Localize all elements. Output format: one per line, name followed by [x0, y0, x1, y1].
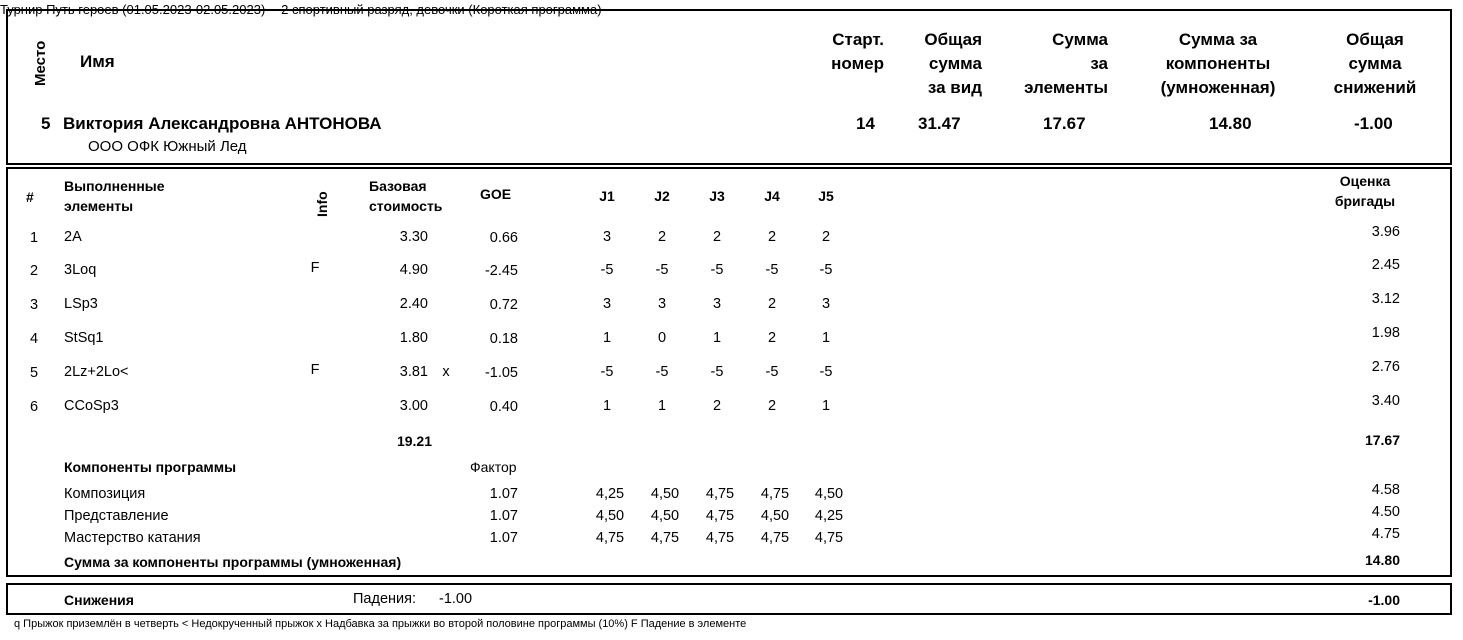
component-judge-score: 4,50	[814, 486, 844, 502]
judge-4-header: J4	[764, 188, 780, 204]
component-name: Мастерство катания	[64, 530, 201, 546]
component-score: 4.50	[1371, 504, 1400, 520]
element-judge-score: -5	[819, 364, 833, 380]
component-judge-score: 4,75	[595, 530, 625, 546]
component-name: Представление	[64, 508, 169, 524]
element-judge-score: 2	[657, 229, 667, 245]
components-header: Компоненты программы	[64, 459, 237, 475]
element-base-value: 3.00	[399, 398, 428, 414]
element-number: 1	[30, 230, 39, 246]
element-info: F	[310, 362, 320, 378]
element-base-value: 3.81	[399, 364, 428, 380]
element-name: 2Lz+2Lo<	[64, 364, 129, 380]
element-goe: -1.05	[484, 365, 518, 381]
element-number: 4	[30, 331, 39, 347]
element-judge-score: 2	[767, 330, 777, 346]
goe-header: GOE	[480, 186, 512, 202]
info-header: Info	[314, 191, 330, 217]
element-judge-score: -5	[765, 364, 779, 380]
element-judge-score: 0	[657, 330, 667, 346]
legend: q Прыжок приземлён в четверть < Недокрученный прыжок x Надбавка за прыжки во второй половине программы (10%) F Падение в элементе	[14, 618, 747, 630]
element-judge-score: 2	[767, 296, 777, 312]
element-panel-score: 3.96	[1371, 224, 1400, 240]
judge-3-header: J3	[709, 188, 725, 204]
element-name: StSq1	[64, 330, 104, 346]
page-title: Турнир Путь героев (01.05.2023-02.05.2023) -- 2 спортивный разряд, девочки (Короткая программа)	[0, 2, 602, 17]
element-number: 2	[30, 263, 39, 279]
element-judge-score: 1	[821, 398, 831, 414]
element-name: LSp3	[64, 296, 98, 312]
component-judge-score: 4,75	[760, 530, 790, 546]
element-name: 2A	[64, 229, 82, 245]
element-number: 6	[30, 399, 39, 415]
components-total-score: 14.80	[1364, 552, 1400, 568]
deductions-total: -1.00	[1368, 592, 1400, 608]
element-judge-score: 2	[821, 229, 831, 245]
element-judge-score: 3	[602, 229, 612, 245]
element-info: F	[310, 260, 320, 276]
element-base-value: 1.80	[399, 330, 428, 346]
elements-score-total: 17.67	[1364, 432, 1400, 448]
components-total-label: Сумма за компоненты программы (умноженная)	[64, 554, 402, 570]
element-judge-score: 1	[602, 398, 612, 414]
component-judge-score: 4,75	[705, 530, 735, 546]
component-factor: 1.07	[489, 486, 518, 502]
elements-score-header: Сумма за элементы	[1024, 30, 1108, 97]
judge-2-header: J2	[654, 188, 670, 204]
element-number: 3	[30, 297, 39, 313]
deductions-header: Общая сумма снижений	[1333, 30, 1417, 97]
component-judge-score: 4,75	[760, 486, 790, 502]
element-number-header: #	[26, 189, 34, 205]
element-judge-score: -5	[655, 262, 669, 278]
element-judge-score: 1	[657, 398, 667, 414]
element-judge-score: 2	[712, 229, 722, 245]
element-bonus-mark: x	[442, 364, 450, 380]
falls-value: -1.00	[439, 591, 473, 607]
element-judge-score: 2	[712, 398, 722, 414]
element-judge-score: -5	[765, 262, 779, 278]
element-judge-score: 3	[657, 296, 667, 312]
skater-start-number: 14	[856, 114, 875, 133]
element-panel-score: 2.45	[1371, 257, 1400, 273]
element-judge-score: -5	[655, 364, 669, 380]
component-judge-score: 4,75	[705, 486, 735, 502]
panel-score-header: Оценка бригады	[1334, 173, 1396, 209]
component-judge-score: 4,75	[650, 530, 680, 546]
element-number: 5	[30, 365, 39, 381]
deductions-box	[6, 583, 1452, 615]
component-judge-score: 4,75	[705, 508, 735, 524]
component-judge-score: 4,25	[814, 508, 844, 524]
element-base-value: 3.30	[399, 229, 428, 245]
element-judge-score: 3	[712, 296, 722, 312]
element-panel-score: 3.12	[1371, 291, 1400, 307]
element-base-value: 2.40	[399, 296, 428, 312]
element-judge-score: -5	[600, 262, 614, 278]
judge-5-header: J5	[818, 188, 834, 204]
elements-header: Выполненные элементы	[64, 178, 165, 214]
skater-place: 5	[41, 114, 51, 133]
element-panel-score: 2.76	[1371, 359, 1400, 375]
component-factor: 1.07	[489, 508, 518, 524]
element-judge-score: 1	[712, 330, 722, 346]
skater-name: Виктория Александровна АНТОНОВА	[63, 114, 382, 133]
component-judge-score: 4,50	[650, 486, 680, 502]
base-value-total: 19.21	[396, 433, 432, 449]
element-name: 3Loq	[64, 262, 97, 278]
skater-total: 31.47	[918, 114, 961, 133]
element-judge-score: 2	[767, 229, 777, 245]
judge-1-header: J1	[599, 188, 615, 204]
element-goe: -2.45	[484, 263, 518, 279]
total-score-header: Общая сумма за вид	[924, 30, 982, 97]
component-score: 4.58	[1371, 482, 1400, 498]
skater-components-score: 14.80	[1209, 114, 1252, 133]
element-judge-score: 1	[602, 330, 612, 346]
element-judge-score: -5	[819, 262, 833, 278]
element-goe: 0.40	[489, 399, 518, 415]
place-label: Место	[32, 40, 49, 86]
element-judge-score: -5	[710, 364, 724, 380]
element-panel-score: 3.40	[1371, 393, 1400, 409]
start-number-header: Старт. номер	[831, 30, 884, 73]
skater-deductions: -1.00	[1354, 114, 1393, 133]
element-judge-score: -5	[710, 262, 724, 278]
name-label: Имя	[80, 52, 115, 71]
element-base-value: 4.90	[399, 262, 428, 278]
element-judge-score: 1	[821, 330, 831, 346]
element-judge-score: 3	[602, 296, 612, 312]
element-goe: 0.66	[489, 230, 518, 246]
component-judge-score: 4,50	[595, 508, 625, 524]
component-score: 4.75	[1371, 526, 1400, 542]
component-judge-score: 4,75	[814, 530, 844, 546]
components-score-header: Сумма за компоненты (умноженная)	[1160, 30, 1276, 97]
skater-elements-score: 17.67	[1043, 114, 1086, 133]
deductions-label: Снижения	[64, 592, 134, 608]
component-name: Композиция	[64, 486, 146, 502]
element-panel-score: 1.98	[1371, 325, 1400, 341]
component-factor: 1.07	[489, 530, 518, 546]
component-judge-score: 4,25	[595, 486, 625, 502]
component-judge-score: 4,50	[760, 508, 790, 524]
component-judge-score: 4,50	[650, 508, 680, 524]
element-goe: 0.18	[489, 331, 518, 347]
base-value-header: Базовая стоимость	[369, 178, 443, 214]
element-name: CCoSp3	[64, 398, 119, 414]
skater-club: ООО ОФК Южный Лед	[88, 138, 247, 155]
element-goe: 0.72	[489, 297, 518, 313]
element-judge-score: -5	[600, 364, 614, 380]
falls-label: Падения:	[353, 591, 416, 607]
element-judge-score: 2	[767, 398, 777, 414]
factor-header: Фактор	[470, 459, 517, 475]
element-judge-score: 3	[821, 296, 831, 312]
